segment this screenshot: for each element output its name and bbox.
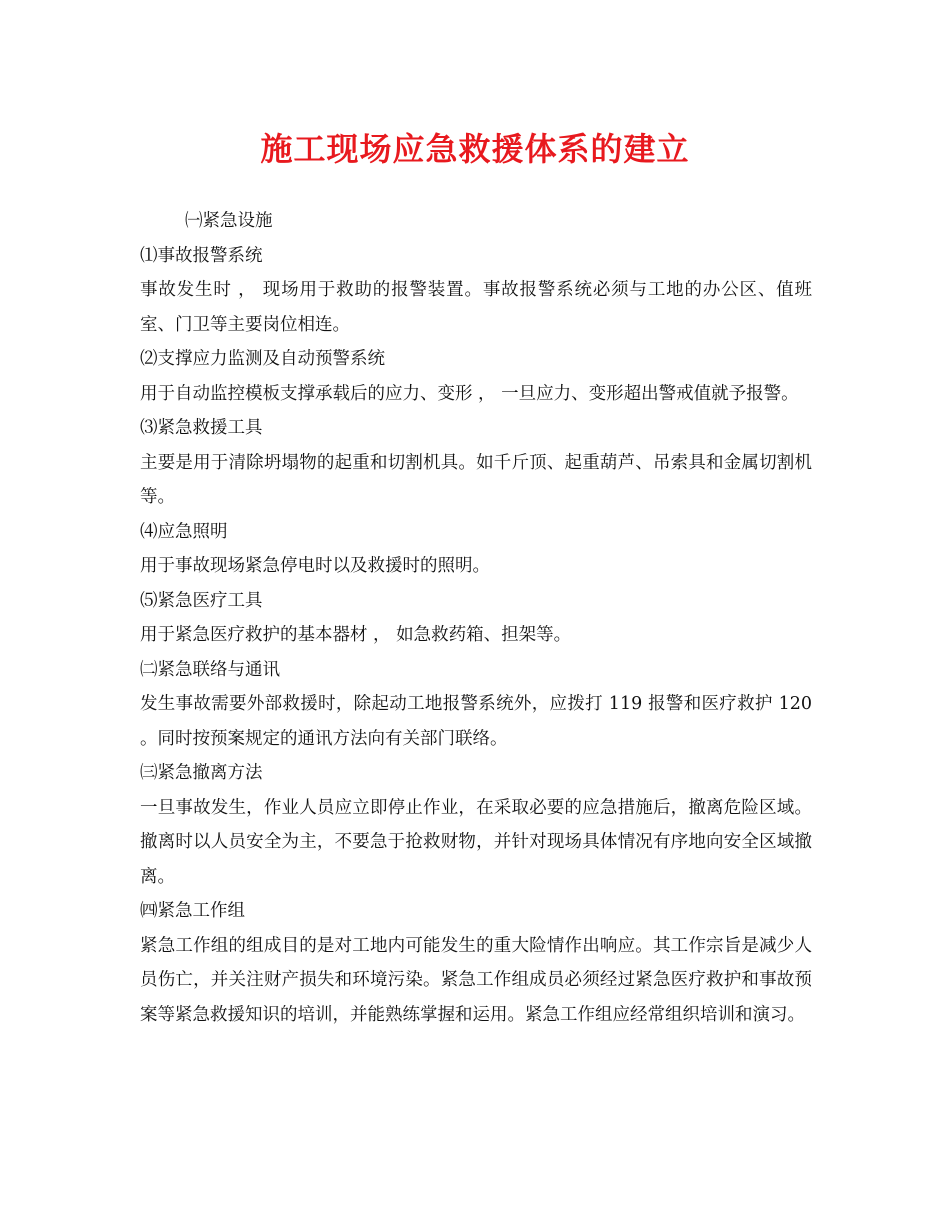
section-heading-communication: ㈡紧急联络与通讯 [140,659,280,680]
subheading-emergency-lighting: ⑷应急照明 [140,521,228,542]
subheading-medical-tools: ⑸紧急医疗工具 [140,590,263,611]
paragraph-medical-tools: 用于紧急医疗救护的基本器材 ， 如急救药箱、担架等。 [140,625,572,645]
subheading-rescue-tools: ⑶紧急救援工具 [140,418,263,438]
paragraph-communication: 发生事故需要外部救援时，除起动工地报警系统外，应拨打 119 报警和医疗救护 120 。同时按预案规定的通讯方法向有关部门联络。 [140,694,812,749]
paragraph-emergency-lighting: 用于事故现场紧急停电时以及救援时的照明。 [140,556,490,576]
paragraph-stress-monitoring: 用于自动监控模板支撑承载后的应力、变形 ， 一旦应力、变形超出警戒值就予报警。 [140,383,799,404]
section-heading-emergency-facilities: ㈠紧急设施 [185,211,273,231]
document-body [140,204,812,1032]
paragraph-alarm-system: 事故发生时 ， 现场用于救助的报警装置。事故报警系统必须与工地的办公区、值班室、门卫等主要岗位相连。 [140,280,812,335]
document-title: 施工现场应急救援体系的建立 [260,130,690,168]
section-heading-evacuation: ㈢紧急撤离方法 [140,763,263,783]
paragraph-work-group: 紧急工作组的组成目的是对工地内可能发生的重大险情作出响应。其工作宗旨是减少人员伤亡，并关注财产损失和环境污染。紧急工作组成员必须经过紧急医疗救护和事故预案等紧急救援知识的培训，并能熟练掌握和运用。紧急工作组应经常组织培训和演习。 [140,935,812,1025]
paragraph-rescue-tools: 主要是用于清除坍塌物的起重和切割机具。如千斤顶、起重葫芦、吊索具和金属切割机等。 [140,452,812,507]
paragraph-evacuation: 一旦事故发生，作业人员应立即停止作业，在采取必要的应急措施后，撤离危险区域。撤离时以人员安全为主，不要急于抢救财物，并针对现场具体情况有序地向安全区域撤离。 [140,797,812,887]
section-heading-work-group: ㈣紧急工作组 [140,901,245,921]
subheading-alarm-system: ⑴事故报警系统 [140,245,263,266]
subheading-stress-monitoring: ⑵支撑应力监测及自动预警系统 [140,349,385,369]
